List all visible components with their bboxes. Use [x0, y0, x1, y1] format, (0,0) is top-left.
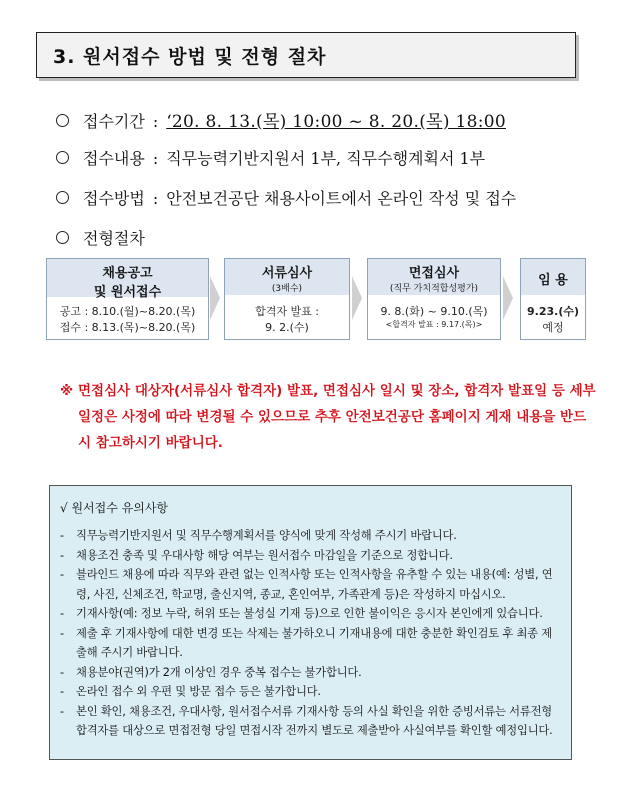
arrow-icon [503, 276, 513, 320]
process-step-interview [367, 258, 501, 340]
step-subtitle: (3배수) [271, 284, 303, 294]
list-item: - 기재사항(예: 정보 누락, 허위 또는 불성실 기재 등)으로 인한 불이익은 응시자 본인에게 있습니다. [60, 607, 543, 620]
bullet-process [56, 226, 145, 249]
bullet-label: 접수내용 [83, 149, 145, 168]
process-step-appointment [520, 258, 586, 340]
step-header [47, 259, 208, 300]
arrow-icon [352, 276, 362, 320]
bullet-separator: : [152, 189, 159, 208]
bullet-method [56, 186, 516, 209]
section-title-box [36, 32, 576, 78]
step-title-2: 및 원서접수 [93, 285, 162, 300]
notice-text: 면접심사 대상자(서류심사 합격자) 발표, 면접심사 일시 및 장소, 합격자 발표일 등 세부 일정은 사정에 따라 변경될 수 있으므로 추후 안전보건공단 홈페이지 게재 내용을 반드시 참고하시기 바랍니다. [78, 383, 596, 451]
bullet-label: 접수방법 [83, 189, 145, 208]
section-title: 3. 원서접수 방법 및 전형 절차 [53, 46, 327, 68]
step-header [368, 259, 500, 295]
step-subtitle: (직무 가치적합성평가) [389, 284, 479, 294]
step-body [521, 303, 585, 339]
bullet-label: 접수기간 [83, 112, 145, 131]
bullet-value: 안전보건공단 채용사이트에서 온라인 작성 및 접수 [166, 189, 517, 208]
circle-bullet-icon [56, 114, 69, 127]
step-body [368, 303, 500, 339]
step-line-2: 9. 2.(수) [265, 321, 309, 334]
bullet-separator: : [152, 149, 159, 168]
bullet-value: ‘20. 8. 13.(목) 10:00 ~ 8. 20.(목) 18:00 [166, 112, 506, 132]
step-header [225, 259, 349, 295]
notice-mark: ※ [60, 383, 74, 399]
list-item: - 채용분야(권역)가 2개 이상인 경우 중복 접수는 불가합니다. [60, 665, 362, 679]
bullet-value: 직무능력기반지원서 1부, 직무수행계획서 1부 [166, 149, 486, 168]
step-line-2: 접수 : 8.13.(목)~8.20.(목) [59, 321, 196, 334]
bullet-period [56, 107, 506, 132]
guide-list [60, 526, 560, 741]
bullet-label: 전형절차 [83, 229, 145, 248]
step-line-1: 합격자 발표 : [255, 305, 319, 318]
list-item: - 블라인드 채용에 따라 직무와 관련 없는 인적사항 또는 인적사항을 유추할 수 있는 내용(예: 성별, 연령, 사진, 신체조건, 학교명, 출신지역, 종교, 혼인여부, 가족관계 등)은 작성하지 마십시오. [60, 568, 553, 601]
bullet-content [56, 146, 485, 169]
step-line-2: 예정 [542, 321, 564, 334]
step-title: 서류심사 [261, 266, 313, 281]
step-line-1: 9.23.(수) [527, 305, 579, 318]
notice [60, 378, 598, 456]
list-item: - 온라인 접수 외 우편 및 방문 접수 등은 불가합니다. [60, 685, 321, 698]
process-step-recruitment [46, 258, 209, 340]
bullet-separator: : [152, 112, 159, 131]
list-item: - 본인 확인, 채용조건, 우대사항, 원서접수서류 기재사항 등의 사실 확인을 위한 증빙서류는 서류전형 합격자를 대상으로 면접전형 당일 면접시작 전까지 별도로 제출받아 사실여부를 확인할 예정입니다. [60, 704, 553, 737]
step-line-2: <합격자 발표 : 9.17.(목)> [385, 320, 483, 329]
step-title: 면접심사 [408, 266, 460, 281]
step-body [47, 303, 208, 339]
step-line-1: 9. 8.(화) ~ 9.10.(목) [380, 305, 488, 318]
circle-bullet-icon [56, 151, 69, 164]
guide-box [49, 485, 572, 760]
step-line-1: 공고 : 8.10.(월)~8.20.(목) [59, 305, 196, 318]
step-header [521, 259, 585, 295]
circle-bullet-icon [56, 191, 69, 204]
step-title: 임 용 [538, 273, 568, 288]
arrow-icon [210, 276, 220, 320]
circle-bullet-icon [56, 231, 69, 244]
list-item: - 채용조건 충족 및 우대사항 해당 여부는 원서접수 마감일을 기준으로 정합니다. [60, 548, 453, 562]
process-step-document [224, 258, 350, 340]
step-title: 채용공고 [102, 266, 153, 281]
list-item: - 제출 후 기재사항에 대한 변경 또는 삭제는 불가하오니 기재내용에 대한 충분한 확인검토 후 최종 제출해 주시기 바랍니다. [60, 626, 552, 659]
guide-title: √ 원서접수 유의사항 [60, 501, 169, 515]
list-item: - 직무능력기반지원서 및 직무수행계획서를 양식에 맞게 작성해 주시기 바랍니다. [60, 529, 457, 542]
step-body [225, 303, 349, 339]
